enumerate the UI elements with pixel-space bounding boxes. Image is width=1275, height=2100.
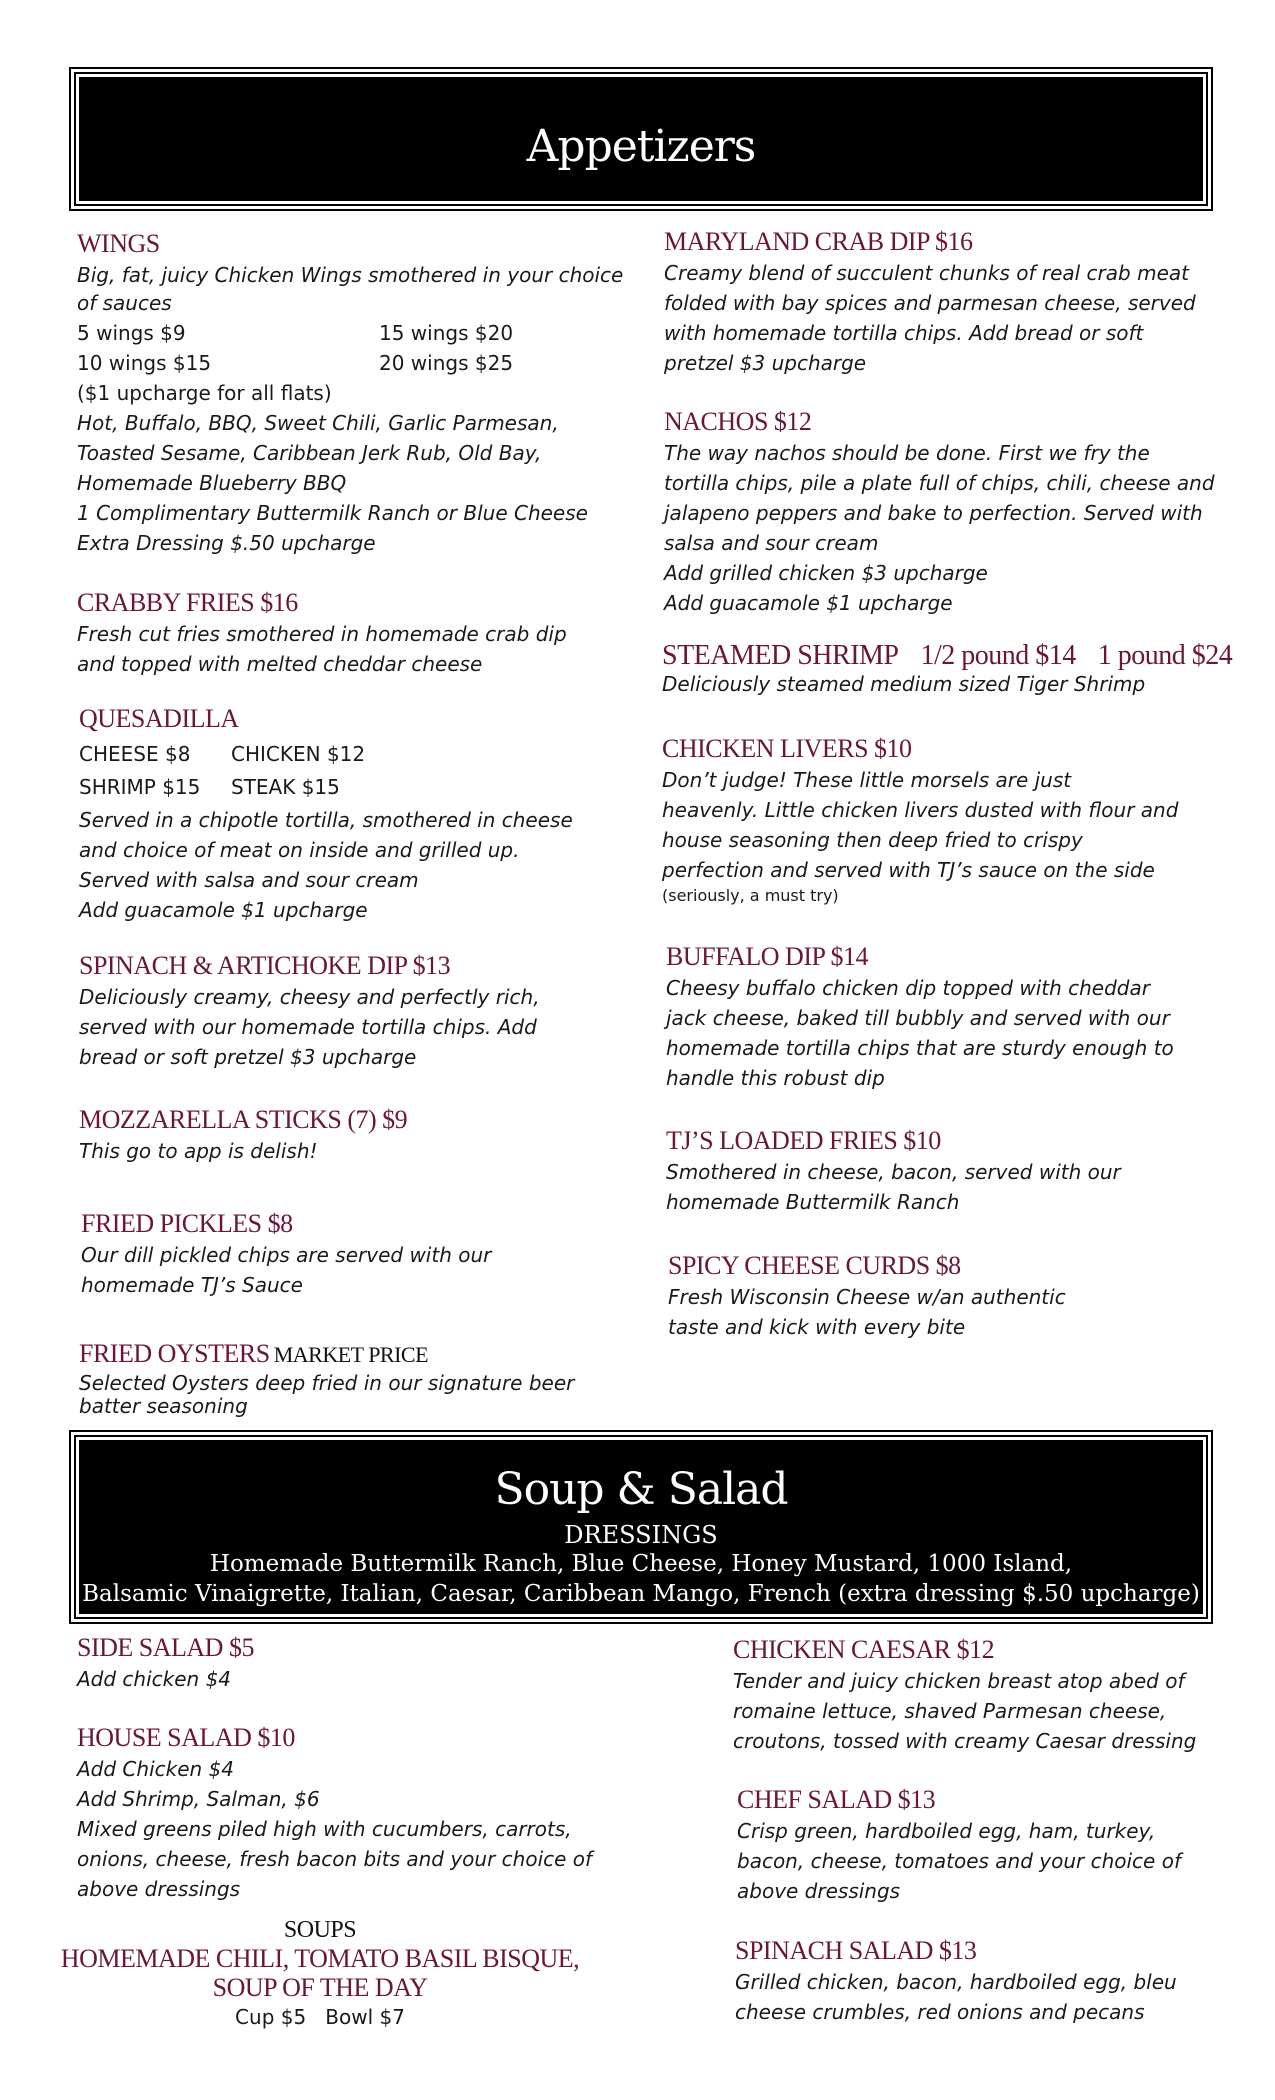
sauce-line: Hot, Buffalo, BBQ, Sweet Chili, Garlic Parmesan, [77,411,559,435]
item-desc-line: tortilla chips, pile a plate full of chips, chili, cheese and [664,471,1215,495]
item-name-text: FRIED OYSTERS [79,1339,270,1368]
item-desc-line: homemade Buttermilk Ranch [666,1190,960,1214]
appetizers-title: Appetizers [526,121,756,172]
item-desc-line: Crisp green, hardboiled egg, ham, turkey, [737,1819,1156,1843]
item-desc-line: Tender and juicy chicken breast atop abed of [733,1669,1185,1693]
menu-item-steamed-shrimp [662,640,1232,696]
item-desc-line: batter seasoning [79,1394,248,1418]
item-desc-line: Grilled chicken, bacon, hardboiled egg, bleu [735,1970,1177,1994]
item-name [79,1338,574,1371]
item-desc-line: This go to app is delish! [79,1139,318,1163]
item-desc-line: Fresh cut fries smothered in homemade crab dip [77,622,567,646]
item-desc-line: Add guacamole $1 upcharge [79,898,368,922]
item-desc-line: Served in a chipotle tortilla, smothered in cheese [79,808,573,832]
item-desc-line: folded with bay spices and parmesan cheese, served [664,291,1196,315]
soup-names-line: HOMEMADE CHILI, TOMATO BASIL BISQUE, [60,1944,580,1973]
item-desc-line: above dressings [77,1877,241,1901]
price-half-pound: 1/2 pound $14 [920,640,1076,671]
item-desc-line: homemade tortilla chips that are sturdy enough to [666,1036,1174,1060]
item-desc-line: above dressings [737,1879,901,1903]
item-desc-line: Add Chicken $4 [77,1757,234,1781]
menu-item-fried-oysters [79,1338,574,1417]
item-desc-line: Smothered in cheese, bacon, served with our [666,1160,1121,1184]
price-option: 20 wings $25 [379,351,514,375]
sauce-line: Homemade Blueberry BBQ [77,471,347,495]
item-desc-line: homemade TJ’s Sauce [81,1273,303,1297]
item-name: HOUSE SALAD $10 [77,1723,295,1752]
item-desc-line: of sauces [77,291,172,315]
item-name: FRIED PICKLES $8 [81,1209,293,1238]
flats-note: ($1 upcharge for all flats) [77,381,332,405]
item-desc-line: salsa and sour cream [664,531,879,555]
item-name: TJ’S LOADED FRIES $10 [666,1126,941,1155]
soup-salad-title: Soup & Salad [494,1464,788,1515]
menu-item-chef-salad [737,1784,1181,1906]
item-desc-line: Add guacamole $1 upcharge [664,591,953,615]
menu-item-crabby-fries [77,587,567,679]
item-name: SPINACH SALAD $13 [735,1936,977,1965]
item-desc-line: cheese crumbles, red onions and pecans [735,2000,1145,2024]
menu-item-crab-dip [664,226,1196,378]
item-name-text: STEAMED SHRIMP [662,640,899,671]
price-option: 15 wings $20 [379,321,514,345]
menu-item-spinach-salad [735,1935,1177,2027]
sauce-line: Toasted Sesame, Caribbean Jerk Rub, Old Bay, [77,441,542,465]
item-name: MOZZARELLA STICKS (7) $9 [79,1105,408,1134]
item-desc-line: jack cheese, baked till bubbly and served with our [666,1006,1170,1030]
item-desc-line: Mixed greens piled high with cucumbers, carrots, [77,1817,572,1841]
price-option: 10 wings $15 [77,351,212,375]
item-desc-line: house seasoning then deep fried to crispy [662,828,1083,852]
item-desc-line: romaine lettuce, shaved Parmesan cheese, [733,1699,1167,1723]
menu-item-chicken-caesar [733,1634,1196,1756]
price-option: CHICKEN $12 [231,742,366,766]
dressings-line: Homemade Buttermilk Ranch, Blue Cheese, Honey Mustard, 1000 Island, [209,1551,1073,1577]
item-desc-line: bread or soft pretzel $3 upcharge [79,1045,417,1069]
price-option: STEAK $15 [231,775,340,799]
item-desc-line: Big, fat, juicy Chicken Wings smothered in your choice [77,263,624,287]
menu-item-buffalo-dip [666,941,1174,1093]
appetizers-banner [74,72,1208,206]
item-desc-line: Don’t judge! These little morsels are just [662,768,1072,792]
item-desc-line: Served with salsa and sour cream [79,868,419,892]
menu-item-house-salad [77,1722,592,1904]
item-desc-line: Creamy blend of succulent chunks of real crab meat [664,261,1189,285]
item-name: SPICY CHEESE CURDS $8 [668,1251,961,1280]
item-desc-line: and topped with melted cheddar cheese [77,652,483,676]
item-name: CHEF SALAD $13 [737,1785,936,1814]
soups-section [60,1916,580,2032]
soup-salad-banner [74,1435,1208,1619]
price-option: SHRIMP $15 [79,775,201,799]
item-desc-line: croutons, tossed with creamy Caesar dressing [733,1729,1197,1753]
quesadilla-price-grid [79,739,573,802]
item-desc-line: served with our homemade tortilla chips. Add [79,1015,537,1039]
item-desc-line: Selected Oysters deep fried in our signature beer [79,1371,575,1395]
soup-prices: Cup $5 Bowl $7 [235,2005,405,2029]
menu-item-nachos [664,406,1215,618]
price-full-pound: 1 pound $24 [1097,640,1233,671]
item-name: CRABBY FRIES $16 [77,588,298,617]
menu-item-wings [77,228,623,558]
item-desc-line: Fresh Wisconsin Cheese w/an authentic [668,1285,1066,1309]
item-desc-line: bacon, cheese, tomatoes and your choice of [737,1849,1181,1873]
menu-item-chicken-livers [662,733,1178,907]
item-desc-line: handle this robust dip [666,1066,885,1090]
item-name: CHICKEN LIVERS $10 [662,734,912,763]
item-desc-line: Deliciously steamed medium sized Tiger Shrimp [662,672,1146,696]
menu-item-cheese-curds [668,1250,1066,1342]
item-name: BUFFALO DIP $14 [666,942,868,971]
item-desc-line: Cheesy buffalo chicken dip topped with cheddar [666,976,1150,1000]
item-desc-line: taste and kick with every bite [668,1315,966,1339]
price-option: 5 wings $9 [77,321,186,345]
menu-item-quesadilla [79,703,573,925]
item-name: QUESADILLA [79,704,239,733]
menu-item-mozzarella-sticks [79,1104,407,1166]
menu-item-side-salad [77,1632,254,1694]
item-name: SPINACH & ARTICHOKE DIP $13 [79,951,451,980]
item-desc-line: Add chicken $4 [77,1667,232,1691]
dressings-line: Balsamic Vinaigrette, Italian, Caesar, Caribbean Mango, French (extra dressing $.50 upcharge) [82,1581,1200,1607]
item-name: NACHOS $12 [664,407,812,436]
item-desc-line: and choice of meat on inside and grilled up. [79,838,520,862]
item-name [662,640,1232,672]
menu-item-spinach-dip [79,950,540,1072]
market-price: MARKET PRICE [273,1342,429,1367]
item-name: WINGS [77,229,160,258]
item-desc-line: perfection and served with TJ’s sauce on the side [662,858,1155,882]
sauce-line: Extra Dressing $.50 upcharge [77,531,376,555]
menu-item-loaded-fries [666,1125,1121,1217]
sauce-line: 1 Complimentary Buttermilk Ranch or Blue Cheese [77,501,588,525]
wings-price-grid [77,318,623,378]
item-desc-line: with homemade tortilla chips. Add bread or soft [664,321,1144,345]
item-desc-line: Add Shrimp, Salman, $6 [77,1787,320,1811]
item-desc-line: onions, cheese, fresh bacon bits and your choice of [77,1847,593,1871]
item-name: SIDE SALAD $5 [77,1633,254,1662]
item-desc-line: jalapeno peppers and bake to perfection. Served with [664,501,1203,525]
item-desc-line: Add grilled chicken $3 upcharge [664,561,988,585]
soup-names-line: SOUP OF THE DAY [212,1973,428,2002]
item-name: CHICKEN CAESAR $12 [733,1635,995,1664]
item-desc-line: pretzel $3 upcharge [664,351,867,375]
price-option: CHEESE $8 [79,742,191,766]
menu-item-fried-pickles [81,1208,491,1300]
item-desc-line: Our dill pickled chips are served with our [81,1243,492,1267]
item-desc-line: heavenly. Little chicken livers dusted with flour and [662,798,1179,822]
item-note: (seriously, a must try) [662,886,839,905]
dressings-title: DRESSINGS [564,1521,718,1549]
item-name: MARYLAND CRAB DIP $16 [664,227,973,256]
soups-title: SOUPS [283,1917,357,1943]
item-desc-line: The way nachos should be done. First we fry the [664,441,1150,465]
item-desc-line: Deliciously creamy, cheesy and perfectly rich, [79,985,540,1009]
